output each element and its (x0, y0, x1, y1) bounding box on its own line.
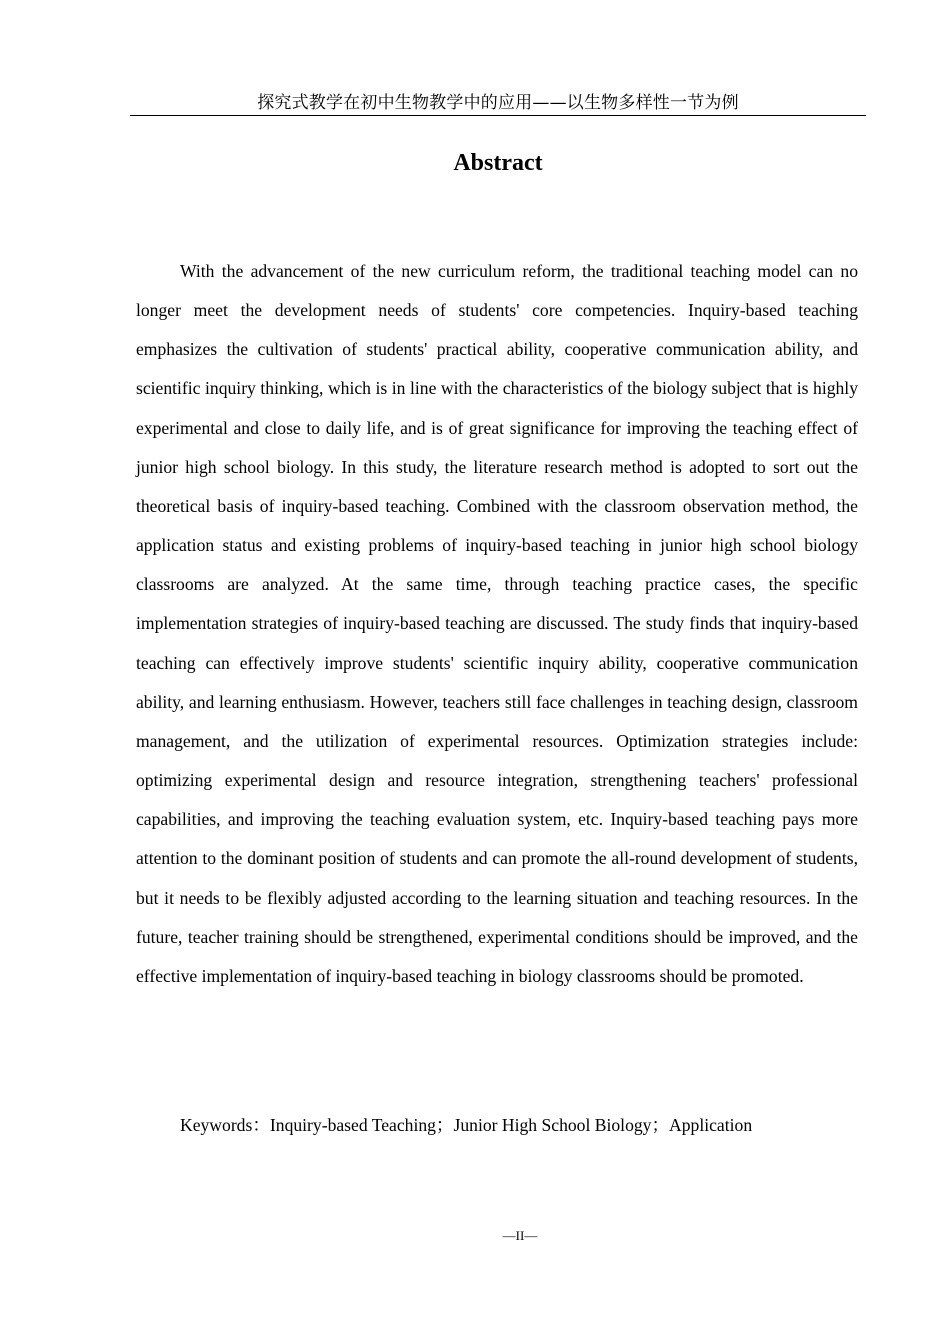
abstract-paragraph: With the advancement of the new curriculum reform, the traditional teaching model can no longer meet the development needs of students' core competencies. Inquiry-based teaching emphasizes the cultivation of students' practical ability, cooperative communication ability, and scientific inquiry thinking, which is in line with the characteristics of the biology subject that is highly experimental and close to daily life, and is of great significance for improving the teaching effect of junior high school biology. In this study, the literature research method is adopted to sort out the theoretical basis of inquiry-based teaching. Combined with the classroom observation method, the application status and existing problems of inquiry-based teaching in junior high school biology classrooms are analyzed. At the same time, through teaching practice cases, the specific implementation strategies of inquiry-based teaching are discussed. The study finds that inquiry-based teaching can effectively improve students' scientific inquiry ability, cooperative communication ability, and learning enthusiasm. However, teachers still face challenges in teaching design, classroom management, and the utilization of experimental resources. Optimization strategies include: optimizing experimental design and resource integration, strengthening teachers' professional capabilities, and improving the teaching evaluation system, etc. Inquiry-based teaching pays more attention to the dominant position of students and can promote the all-round development of students, but it needs to be flexibly adjusted according to the learning situation and teaching resources. In the future, teacher training should be strengthened, experimental conditions should be improved, and the effective implementation of inquiry-based teaching in biology classrooms should be promoted. (136, 261, 858, 986)
page-title: Abstract (453, 150, 543, 176)
keywords-line: Keywords：Inquiry-based Teaching；Junior High School Biology；Application (180, 1115, 753, 1135)
running-header: 探究式教学在初中生物教学中的应用——以生物多样性一节为例 (257, 93, 739, 113)
page-number: —II— (502, 1228, 538, 1243)
header-divider (130, 115, 866, 116)
